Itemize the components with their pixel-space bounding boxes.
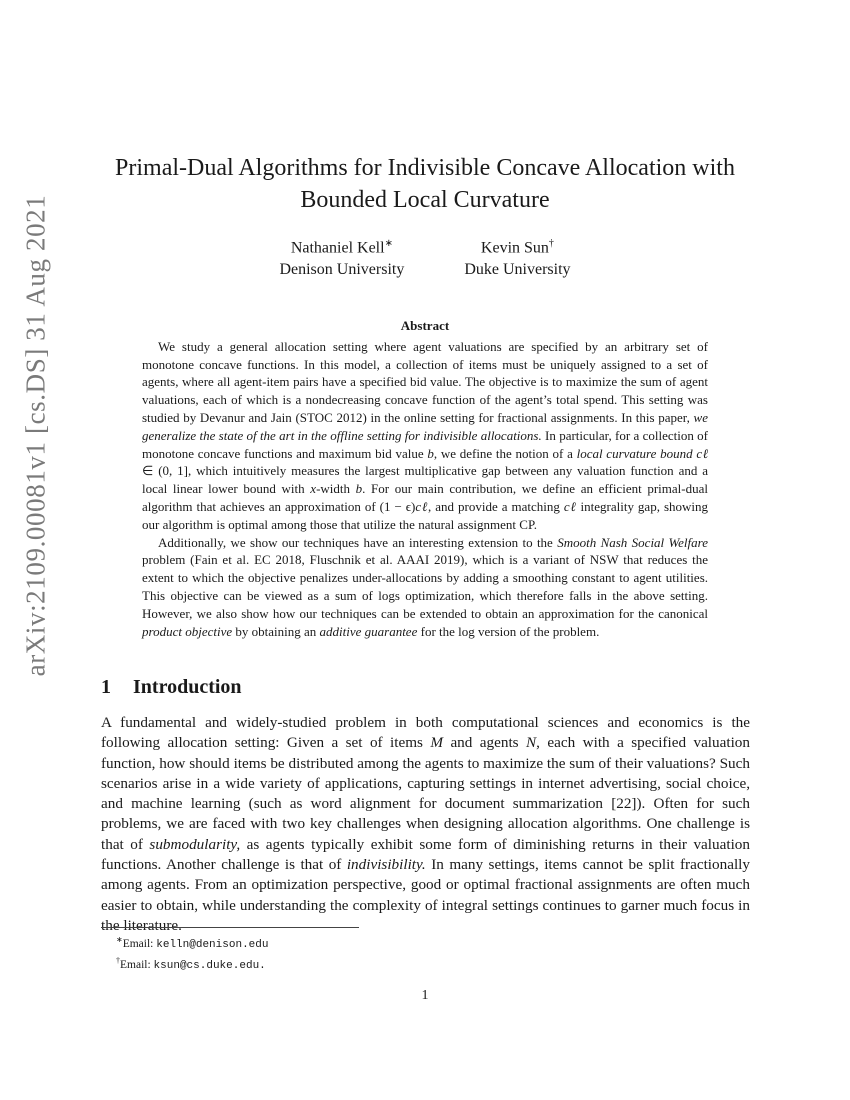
intro-paragraph: A fundamental and widely-studied problem in both computational sciences and economics is the following allocation setting: Given a set of items M and agents N, each with a specified valuation function, how should items be distributed among the agents to maximize the sum of their valuations? Such scenarios arise in a wide variety of applications, capturing settings in internet advertising, social choice, and machine learning (such as word alignment for document summarization [22]). Often for such problems, we are faced with two key challenges when designing allocation algorithms. One challenge is that of submodularity, as agents typically exhibit some form of diminishing returns in their valuation functions. Another challenge is that of indivisibility. In many settings, items cannot be split fractionally among agents. From an optimization perspective, good or optimal fractional assignments are often much easier to obtain, while understanding the complexity of integral settings continues to garner much focus in the literature. (101, 714, 750, 934)
author-1-mark: ∗ (384, 238, 393, 249)
page-number: 1 (421, 988, 429, 1003)
section-title: Introduction (133, 676, 242, 698)
abstract-paragraph-1: We study a general allocation setting where agent valuations are specified by an arbitrary set of monotone concave functions. In this model, a collection of items must be uniquely assigned to a set of agents, where all agent-item pairs have a specified bid value. The objective is to maximize the sum of agent valuations, each of which is a nondecreasing concave function of the agent’s total spend. This setting was studied by Devanur and Jain (STOC 2012) in the online setting for fractional assignments. In this paper, we generalize the state of the art in the offline setting for indivisible allocations. In particular, for a collection of monotone concave functions and maximum bid value b, we define the notion of a local curvature bound cℓ ∈ (0, 1], which intuitively measures the largest multiplicative gap between any valuation function and a local linear lower bound with x-width b. For our main contribution, we define an efficient primal-dual algorithm that achieves an approximation of (1 − ϵ)cℓ, and provide a matching cℓ integrality gap, showing our algorithm is optimal among those that utilize the natural assignment CP. (142, 338, 709, 532)
footnote-divider (101, 927, 359, 928)
author-1 (279, 233, 404, 281)
abstract-paragraph-2: Additionally, we show our techniques have an interesting extension to the Smooth Nash Social Welfare problem (Fain et al. EC 2018, Fluschnik et al. AAAI 2019), which is a variant of NSW that reduces the extent to which the objective penalizes under-allocations by adding a smoothing constant to agent utilities. This objective can be viewed as a sum of logs optimization, which therefore falls in the above setting. However, we also show how our techniques can be extended to obtain an approximation for the canonical product objective by obtaining an additive guarantee for the log version of the problem. (142, 534, 709, 639)
author-1-name: Nathaniel Kell (290, 239, 385, 257)
paper-title: Primal-Dual Algorithms for Indivisible Concave Allocation with Bounded Local Curvature (115, 155, 735, 213)
abstract-heading: Abstract (400, 318, 450, 333)
arxiv-identifier: arXiv:2109.00081v1 [cs.DS] 31 Aug 2021 (20, 194, 51, 676)
email-link-1[interactable]: kelln@denison.edu (156, 938, 269, 951)
footnote-2: †Email: ksun@cs.duke.edu. (116, 955, 266, 972)
author-1-affiliation: Denison University (279, 261, 405, 279)
footnote-1: ∗Email: kelln@denison.edu (116, 935, 269, 951)
footnotes (101, 932, 601, 974)
author-2-name: Kevin Sun (480, 239, 549, 257)
email-link-2[interactable]: ksun@cs.duke.edu. (153, 959, 266, 972)
section-number: 1 (101, 676, 111, 698)
author-2-affiliation: Duke University (464, 261, 571, 279)
author-2-mark: † (548, 238, 554, 249)
author-block (0, 233, 850, 281)
author-2 (464, 233, 570, 281)
section-heading (101, 676, 242, 699)
abstract (142, 317, 708, 640)
